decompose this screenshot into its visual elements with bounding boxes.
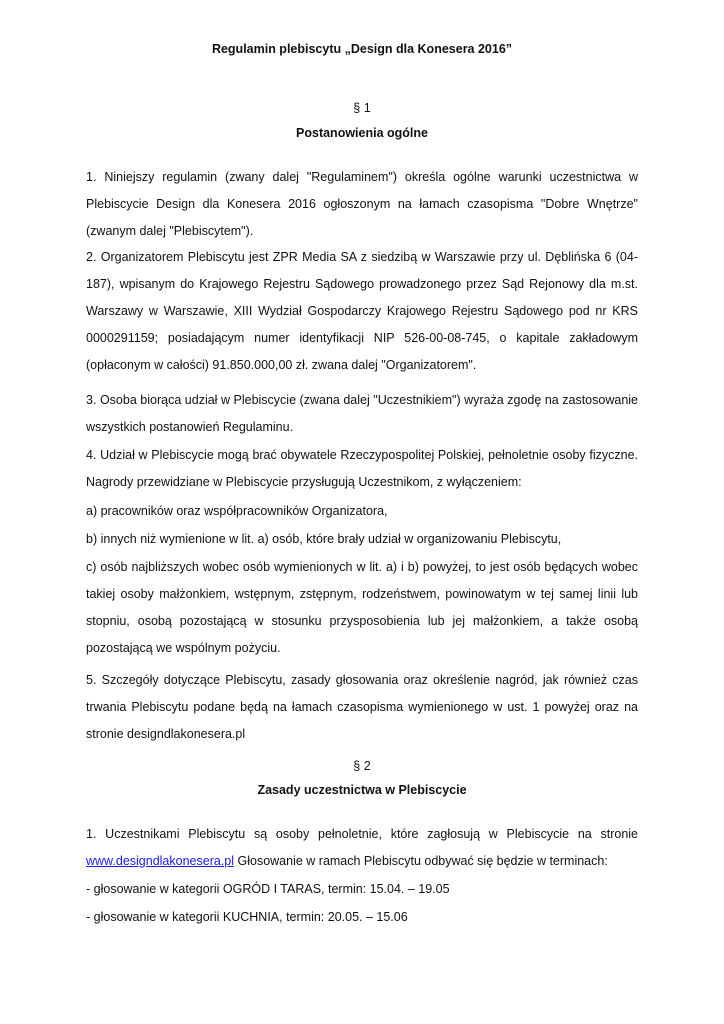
paragraph-4: 4. Udział w Plebiscycie mogą brać obywatele Rzeczypospolitej Polskiej, pełnoletnie osoby fizyczne. Nagrody przewidziane w Plebiscycie przysługują Uczestnikom, z wyłączeniem: xyxy=(86,448,638,489)
website-link[interactable]: www.designdlakonesera.pl xyxy=(86,853,235,868)
exclusion-b: b) innych niż wymienione w lit. a) osób, które brały udział w organizowaniu Plebiscytu, xyxy=(86,532,562,546)
exclusion-a: a) pracowników oraz współpracowników Organizatora, xyxy=(86,504,388,518)
paragraph-1: 1. Niniejszy regulamin (zwany dalej "Regulaminem") określa ogólne warunki uczestnictwa w Plebiscycie Design dla Konesera 2016 ogłoszonym na łamach czasopisma "Dobre Wnętrze" (zwanym dalej "Plebiscytem"). xyxy=(86,170,638,238)
section-2-symbol: § 2 xyxy=(353,759,371,773)
paragraph-3: 3. Osoba biorąca udział w Plebiscycie (zwana dalej "Uczestnikiem") wyraża zgodę na zastosowanie wszystkich postanowień Regulaminu. xyxy=(86,393,638,434)
paragraph-5: 5. Szczegóły dotyczące Plebiscytu, zasady głosowania oraz określenie nagród, jak również czas trwania Plebiscytu podane będą na łamach czasopisma wymienionego w ust. 1 powyżej oraz na stronie designdlakonesera.pl xyxy=(86,673,638,741)
paragraph-2: 2. Organizatorem Plebiscytu jest ZPR Media SA z siedzibą w Warszawie przy ul. Dęblińska 6 (04-187), wpisanym do Krajowego Rejestru Sądowego prowadzonego przez Sąd Rejonowy dla m.st. Warszawy w Warszawie, XIII Wydział Gospodarczy Krajowego Rejestru Sądowego pod nr KRS 0000291159; posiadającym numer identyfikacji NIP 526-00-08-745, o kapitale zakładowym (opłaconym w całości) 91.850.000,00 zł. zwana dalej "Organizatorem". xyxy=(86,250,638,372)
section-2-heading: Zasady uczestnictwa w Plebiscycie xyxy=(257,783,467,797)
voting-term-garden: - głosowanie w kategorii OGRÓD I TARAS, termin: 15.04. – 19.05 xyxy=(86,882,450,896)
paragraph-text-before-link: 1. Uczestnikami Plebiscytu są osoby pełnoletnie, które zagłosują w Plebiscycie na stronie xyxy=(86,827,638,841)
exclusion-c: c) osób najbliższych wobec osób wymienionych w lit. a) i b) powyżej, to jest osób będących wobec takiej osoby małżonkiem, wstępnym, zstępnym, rodzeństwem, powinowatym w tej samej linii lub stopniu, osobą pozostającą w stosunku przysposobienia lub jej małżonkiem, a także osobą pozostającą we wspólnym pożyciu. xyxy=(86,560,638,655)
paragraph-text-after-link: Głosowanie w ramach Plebiscytu odbywać się będzie w terminach: xyxy=(234,853,608,868)
section-2-paragraph-1 xyxy=(86,821,638,875)
voting-term-kitchen: - głosowanie w kategorii KUCHNIA, termin: 20.05. – 15.06 xyxy=(86,910,408,924)
section-1-symbol: § 1 xyxy=(353,101,371,115)
document-title: Regulamin plebiscytu „Design dla Konesera 2016” xyxy=(211,42,513,56)
section-1-heading: Postanowienia ogólne xyxy=(296,126,428,140)
